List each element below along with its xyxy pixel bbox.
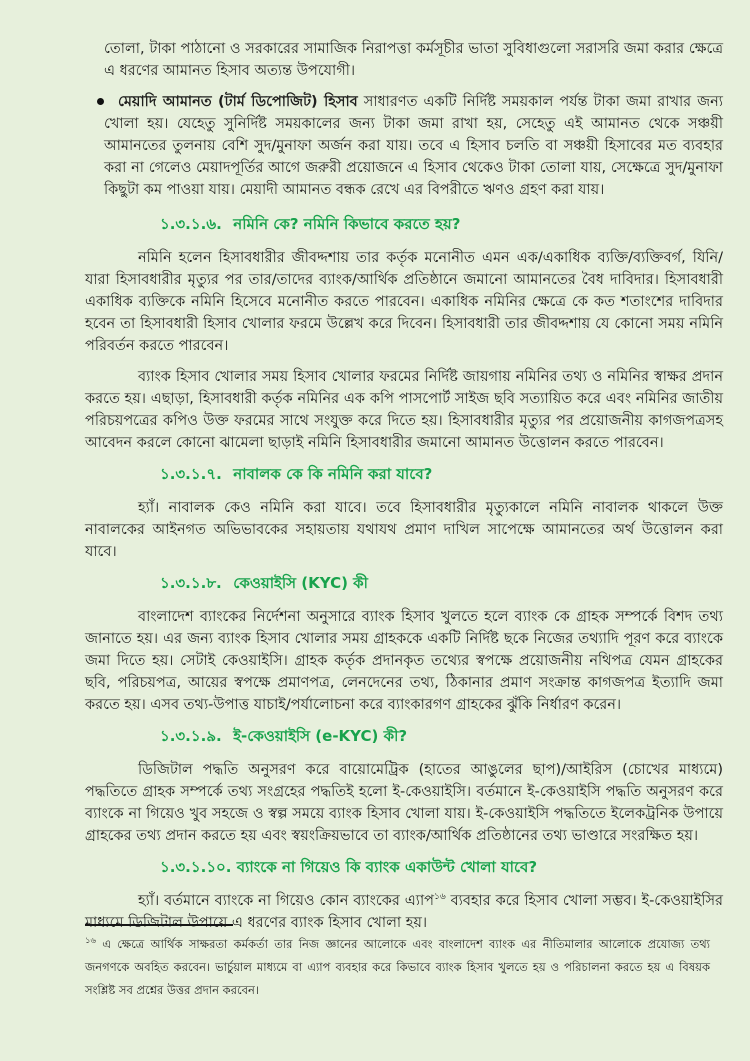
footnote-text xyxy=(85,933,710,1002)
section-heading-1-3-1-8 xyxy=(160,572,723,594)
section-heading-1-3-1-6 xyxy=(160,213,723,235)
section-number: ১.৩.১.৭. xyxy=(160,465,222,483)
bullet-lead-bold: মেয়াদি আমানত (টার্ম ডিপোজিট) হিসাব xyxy=(118,94,358,110)
bullet-body-text: সাধারণত একটি নির্দিষ্ট সময়কাল পর্যন্ত টাকা জমা রাখার জন্য খোলা হয়। যেহেতু সুনির্দিষ্ট সময়কালের জন্য টাকা জমা রাখা হয়, সেহেতু এই আমানত থেকে সঞ্চয়ী আমানতের তুলনায় বেশি সুদ/মুনাফা অর্জন করা যায়। তবে এ হিসাব চলতি বা সঞ্চয়ী হিসাবের মত ব্যবহার করা না গেলেও মেয়াদপূর্তির আগে জরুরী প্রয়োজনে এ হিসাব থেকেও টাকা তোলা যায়, সেক্ষেত্রে সুদ/মুনাফা কিছুটা কম পাওয়া যায়। মেয়াদী আমানত বন্ধক রেখে এর বিপরীতে ঋণও গ্রহণ করা যায়। xyxy=(104,94,723,198)
section-number: ১.৩.১.১০. xyxy=(160,858,232,876)
footnote-marker: ১৬ xyxy=(85,936,97,947)
section-number: ১.৩.১.৬. xyxy=(160,215,222,233)
nominee-definition-paragraph: নমিনি হলেন হিসাবধারীর জীবদ্দশায় তার কর্তৃক মনোনীত এমন এক/একাধিক ব্যক্তি/ব্যক্তিবর্গ, যিনি/যারা হিসাবধারীর মৃত্যুর পর তার/তাদের ব্যাংক/আর্থিক প্রতিষ্ঠানে জমানো আমানতের বৈধ দাবিদার। হিসাবধারী একাধিক ব্যক্তিকে নমিনি হিসেবে মনোনীত করতে পারবেন। একাধিক নমিনির ক্ষেত্রে কে কত শতাংশের দাবিদার হবেন তা হিসাবধারী হিসাব খোলার ফরমে উল্লেখ করে দিবেন। হিসাবধারী তার জীবদ্দশায় যে কোনো সময় নমিনি পরিবর্তন করতে পারবেন। xyxy=(85,250,723,354)
section-heading-1-3-1-9 xyxy=(160,725,723,747)
kyc-paragraph: বাংলাদেশ ব্যাংকের নির্দেশনা অনুসারে ব্যাংক হিসাব খুলতে হলে ব্যাংক কে গ্রাহক সম্পর্কে বিশদ তথ্য জানাতে হয়। এর জন্য ব্যাংক হিসাব খোলার সময় গ্রাহককে একটি নির্দিষ্ট ছকে নিজের তথ্যাদি পূরণ করে ব্যাংকে জমা দিতে হয়। সেটাই কেওয়াইসি। গ্রাহক কর্তৃক প্রদানকৃত তথ্যের স্বপক্ষে প্রয়োজনীয় নথিপত্র যেমন গ্রাহকের ছবি, পরিচয়পত্র, আয়ের স্বপক্ষে প্রমাণপত্র, লেনদেনের তথ্য, ঠিকানার প্রমাণ সংক্রান্ত কাগজপত্র ইত্যাদি জমা করতে হয়। এসব তথ্য-উপাত্ত যাচাই/পর্যালোচনা করে ব্যাংকারগণ গ্রাহকের ঝুঁকি নির্ধারণ করেন। xyxy=(85,609,723,713)
bullet-dot-icon xyxy=(97,98,104,105)
section-heading-1-3-1-7 xyxy=(160,463,723,485)
nominee-procedure-paragraph: ব্যাংক হিসাব খোলার সময় হিসাব খোলার ফরমের নির্দিষ্ট জায়গায় নমিনির তথ্য ও নমিনির স্বাক্ষর প্রদান করতে হয়। এছাড়া, হিসাবধারী কর্তৃক নমিনির এক কপি পাসপোর্ট সাইজ ছবি সত্যায়িত করে এবং নমিনির জাতীয় পরিচয়পত্রের কপিও উক্ত ফরমের সাথে সংযুক্ত করে দিতে হয়। হিসাবধারীর মৃত্যুর পর প্রয়োজনীয় কাগজপত্রসহ আবেদন করলে কোনো ঝামেলা ছাড়াই নমিনি হিসাবধারীর জমানো আমানত উত্তোলন করতে পারবেন। xyxy=(85,369,723,451)
section-title: ব্যাংকে না গিয়েও কি ব্যাংক একাউন্ট খোলা যাবে? xyxy=(236,858,538,876)
section-title: নাবালক কে কি নমিনি করা যাবে? xyxy=(233,465,433,483)
paragraph-text: ব্যবহার করে হিসাব খোলা সম্ভব। ই-কেওয়াইসির মাধ্যমে ডিজিটাল উপায়ে এ ধরণের ব্যাংক হিসাব খোলা হয়। xyxy=(85,893,724,931)
minor-nominee-paragraph: হ্যাঁ। নাবালক কেও নমিনি করা যাবে। তবে হিসাবধারীর মৃত্যুকালে নমিনি নাবালক থাকলে উক্ত নাবালকের আইনগত অভিভাবকের সহায়তায় যথাযথ প্রমাণ দাখিল সাপেক্ষে আমানতের অর্থ উত্তোলন করা যাবে। xyxy=(85,500,723,560)
section-heading-1-3-1-10 xyxy=(160,856,723,878)
paragraph-text: হ্যাঁ। বর্তমানে ব্যাংকে না গিয়েও কোন ব্যাংকের এ্যাপ xyxy=(138,893,435,909)
page-content xyxy=(85,38,723,943)
section-number: ১.৩.১.৮. xyxy=(160,574,222,592)
ekyc-paragraph: ডিজিটাল পদ্ধতি অনুসরণ করে বায়োমেট্রিক (হাতের আঙুলের ছাপ)/আইরিস (চোখের মাধ্যমে) পদ্ধতিতে গ্রাহক সম্পর্কে তথ্য সংগ্রহের পদ্ধতিই হলো ই-কেওয়াইসি। বর্তমানে ই-কেওয়াইসি পদ্ধতি অনুসরণ করে ব্যাংকে না গিয়েও খুব সহজে ও স্বল্প সময়ে ব্যাংক হিসাব খোলা যায়। ই-কেওয়াইসি পদ্ধতিতে ইলেকট্রনিক উপায়ে গ্রাহকের তথ্য প্রদান করতে হয় এবং স্বয়ংক্রিয়ভাবে তা ব্যাংক/আর্থিক প্রতিষ্ঠানের তথ্য ভাণ্ডারে সংরক্ষিত হয়। xyxy=(85,762,723,844)
section-number: ১.৩.১.৯. xyxy=(160,727,222,745)
term-deposit-bullet-item xyxy=(104,91,723,201)
footnote-block xyxy=(85,924,710,1002)
footnote-separator-rule xyxy=(85,924,233,926)
section-title: নমিনি কে? নমিনি কিভাবে করতে হয়? xyxy=(233,215,461,233)
footnote-body: এ ক্ষেত্রে আর্থিক সাক্ষরতা কর্মকর্তা তার নিজ জ্ঞানের আলোকে এবং বাংলাদেশ ব্যাংক এর নীতিমালার আলোকে প্রযোজ্য তথ্য জনগণকে অবহিত করবেন। ভার্চুয়াল মাধ্যমে বা এ্যাপ ব্যবহার করে কিভাবে ব্যাংক হিসাব খুলতে হয় ও পরিচালনা করতে হয় এ বিষয়ক সংশ্লিষ্ট সব প্রশ্নের উত্তর প্রদান করবেন। xyxy=(85,937,710,997)
footnote-reference: ১৬ xyxy=(434,892,446,903)
section-title: কেওয়াইসি (KYC) কী xyxy=(233,574,368,592)
section-title: ই-কেওয়াইসি (e-KYC) কী? xyxy=(233,727,408,745)
intro-continuation-paragraph: তোলা, টাকা পাঠানো ও সরকারের সামাজিক নিরাপত্তা কর্মসূচীর ভাতা সুবিধাগুলো সরাসরি জমা করার ক্ষেত্রে এ ধরণের আমানত হিসাব অত্যন্ত উপযোগী। xyxy=(104,41,723,79)
